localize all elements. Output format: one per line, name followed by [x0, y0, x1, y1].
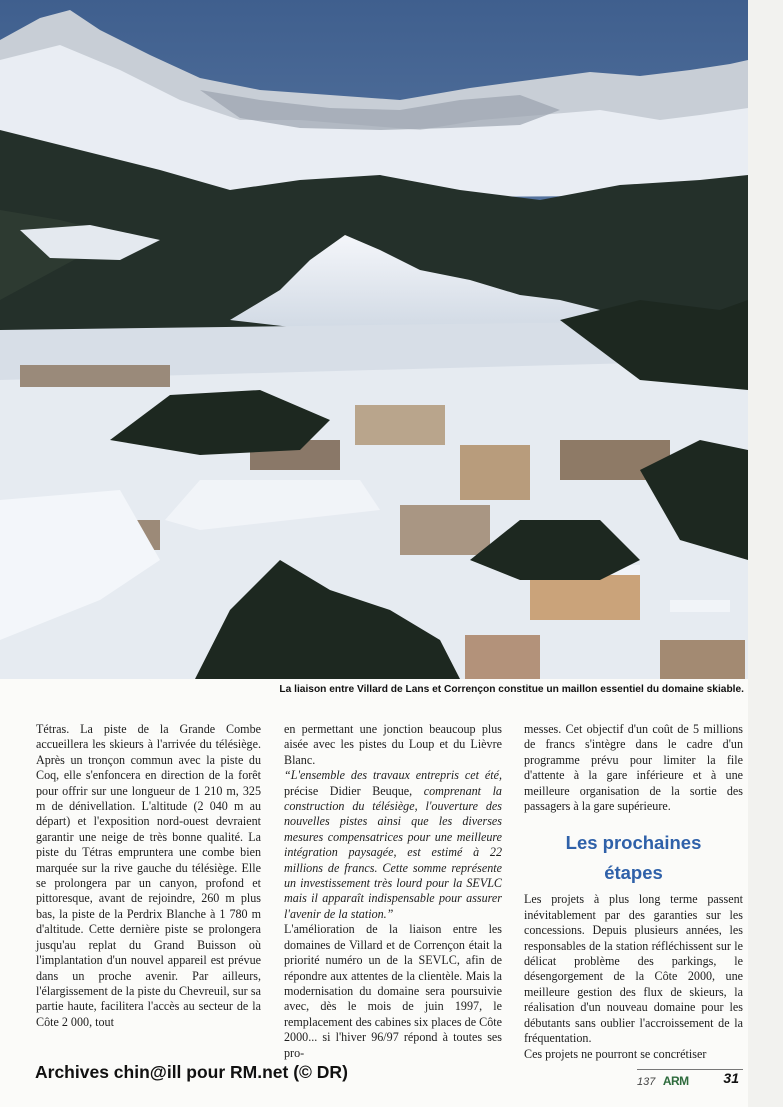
paragraph: Les projets à plus long terme passent inévitablement par des garanties sur les concessions. Depuis plusieurs années, les responsables de la station réfléchissent sur le délicat problème des parkings, le désengorgement de la Côte 2000, une meilleure gestion des flux de skieurs, la réalisation d'un nouveau domaine pour les débutants sans oublier l'accroissement de la fréquentation.: [524, 892, 743, 1046]
page-edge: [748, 0, 783, 1107]
paragraph: L'amélioration de la liaison entre les domaines de Villard et de Corrençon était la priorité numéro un de la SEVLC, afin de répondre aux attentes de la clientèle. Mais la modernisation du domaine sera poursuivie avec, dès le mois de juin 1997, le remplacement des cabines six places de Côte 2000... si l'hiver 96/97 répond à toutes ses pro-: [284, 922, 502, 1060]
archive-credit: Archives chin@ill pour RM.net (© DR): [35, 1062, 348, 1082]
paragraph: en permettant une jonction beaucoup plus aisée avec les pistes du Loup et du Lièvre Blanc.: [284, 722, 502, 767]
text-column-2: [284, 722, 502, 1061]
paragraph: Ces projets ne pourront se concrétiser: [524, 1046, 707, 1061]
magazine-logo: ARM: [662, 1074, 689, 1088]
quote-text: comprenant la construction du télésiège, l'ouverture des nouvelles pistes ainsi que les diverses mesures compensatrices pour une meilleure intégration paysagée, est estimé à 22 millions de francs. Cette somme représente un investissement très lourd pour la SEVLC mais il apparaît indispensable pour assurer l'avenir de la station.”: [284, 783, 502, 921]
issue-number: 137: [637, 1076, 656, 1088]
quote-attribution: précise Didier Beuque,: [284, 783, 424, 798]
text-column-3: [524, 722, 743, 1062]
page-folio: [637, 1072, 743, 1090]
photo-caption: La liaison entre Villard de Lans et Corrençon constitue un maillon essentiel du domaine skiable.: [279, 684, 744, 695]
heading-line: Les prochaines: [565, 832, 702, 854]
quote-paragraph: [284, 768, 502, 922]
quote-open: “L'ensemble des travaux entrepris cet été,: [284, 768, 502, 783]
paragraph: Tétras. La piste de la Grande Combe accueillera les skieurs à l'arrivée du télésiège. Après un tronçon commun avec la piste du Coq, elle s'enfoncera en direction de la forêt pour offrir sur une longueur de 1 210 m, 325 m de dénivellation. L'altitude (2 040 m au départ) et l'exposition nord-ouest devraient garantir une neige de très bonne qualité. La piste du Tétras empruntera une combe bien marquée sur la rive gauche du télésiège. Elle se prolongera par un canyon, profond et pittoresque, avant de rejoindre, 260 m plus bas, la piste de la Perdrix Blanche à 1 780 m d'altitude. Cette dernière piste se prolongera jusqu'au replat du Grand Buisson où l'implantation d'un nouvel appareil est prévue dans un proche avenir. Par ailleurs, l'élargissement de la piste du Chevreuil, sur sa partie haute, facilitera l'accès au secteur de la Côte 2 000, tout: [36, 722, 261, 1029]
paragraph: messes. Cet objectif d'un coût de 5 millions de francs s'intègre dans le cadre d'un programme prévu pour limiter la file d'attente à la gare inférieure et à une meilleure organisation de la sortie des passagers à la gare supérieure.: [524, 722, 743, 814]
section-heading: [524, 828, 743, 888]
heading-line: étapes: [604, 862, 663, 884]
page-number: 31: [723, 1070, 739, 1086]
text-column-1: [36, 722, 261, 1030]
